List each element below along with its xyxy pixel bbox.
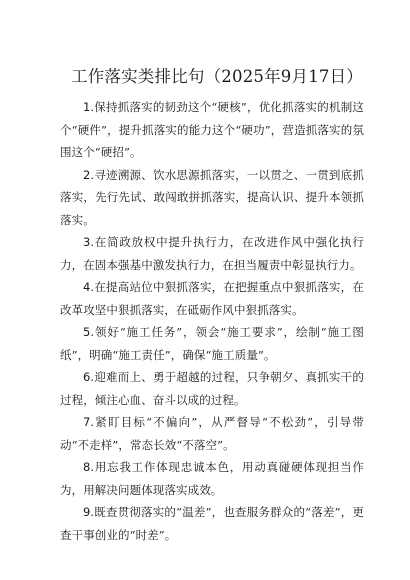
paragraph-text: 寻迹溯源、饮水思源抓落实，一以贯之、一贯到底抓落实，先行先试、敢闯敢拼抓落实，提高认识、提升本领抓落实。 bbox=[60, 167, 364, 227]
paragraph-text: 在提高站位中狠抓落实，在把握重点中狠抓落实，在改革攻坚中狠抓落实，在砥砺作风中狠抓落实。 bbox=[60, 280, 364, 317]
paragraph-text: 紧盯目标“不偏向”，从严督导“不松劲”，引导带动“不走样”，常态长效“不落空”。 bbox=[60, 415, 364, 452]
paragraph bbox=[60, 96, 364, 164]
paragraph-number: 5. bbox=[83, 325, 95, 339]
paragraph-text: 用忘我工作体现忠诚本色，用动真碰硬体现担当作为，用解决问题体现落实成效。 bbox=[60, 460, 364, 497]
paragraph-number: 2. bbox=[83, 167, 95, 182]
paragraph bbox=[60, 366, 364, 411]
paragraph bbox=[60, 164, 364, 232]
paragraph-number: 1. bbox=[83, 100, 95, 114]
paragraph-text: 迎难而上、勇于超越的过程，只争朝夕、真抓实干的过程，倾注心血、奋斗以成的过程。 bbox=[60, 370, 364, 407]
paragraph-number: 3. bbox=[83, 235, 95, 249]
paragraph-text: 在简政放权中提升执行力，在改进作风中强化执行力，在固本强基中激发执行力，在担当履责中彰显执行力。 bbox=[60, 235, 364, 272]
paragraph-number: 8. bbox=[83, 460, 95, 474]
paragraph bbox=[60, 501, 364, 546]
paragraph bbox=[60, 321, 364, 366]
paragraph bbox=[60, 411, 364, 456]
paragraph-number: 9. bbox=[83, 505, 95, 519]
document-title: 工作落实类排比句（2025年9月17日） bbox=[71, 67, 363, 86]
paragraph-text: 保持抓落实的韧劲这个“硬核”，优化抓落实的机制这个“硬件”，提升抓落实的能力这个“硬功”，营造抓落实的氛围这个“硬招”。 bbox=[60, 100, 364, 159]
paragraph-number: 7. bbox=[83, 415, 95, 429]
paragraph-list bbox=[60, 96, 364, 546]
paragraph-text: 领好“施工任务”，领会“施工要求”，绘制“施工图纸”，明确“施工责任”，确保“施工质量”。 bbox=[60, 325, 364, 362]
paragraph-number: 6. bbox=[83, 370, 95, 384]
paragraph bbox=[60, 456, 364, 501]
paragraph bbox=[60, 231, 364, 276]
paragraph-number: 4. bbox=[83, 280, 95, 294]
paragraph bbox=[60, 276, 364, 321]
paragraph-text: 既查贯彻落实的“温差”，也查服务群众的“落差”，更查干事创业的“时差”。 bbox=[60, 505, 364, 542]
